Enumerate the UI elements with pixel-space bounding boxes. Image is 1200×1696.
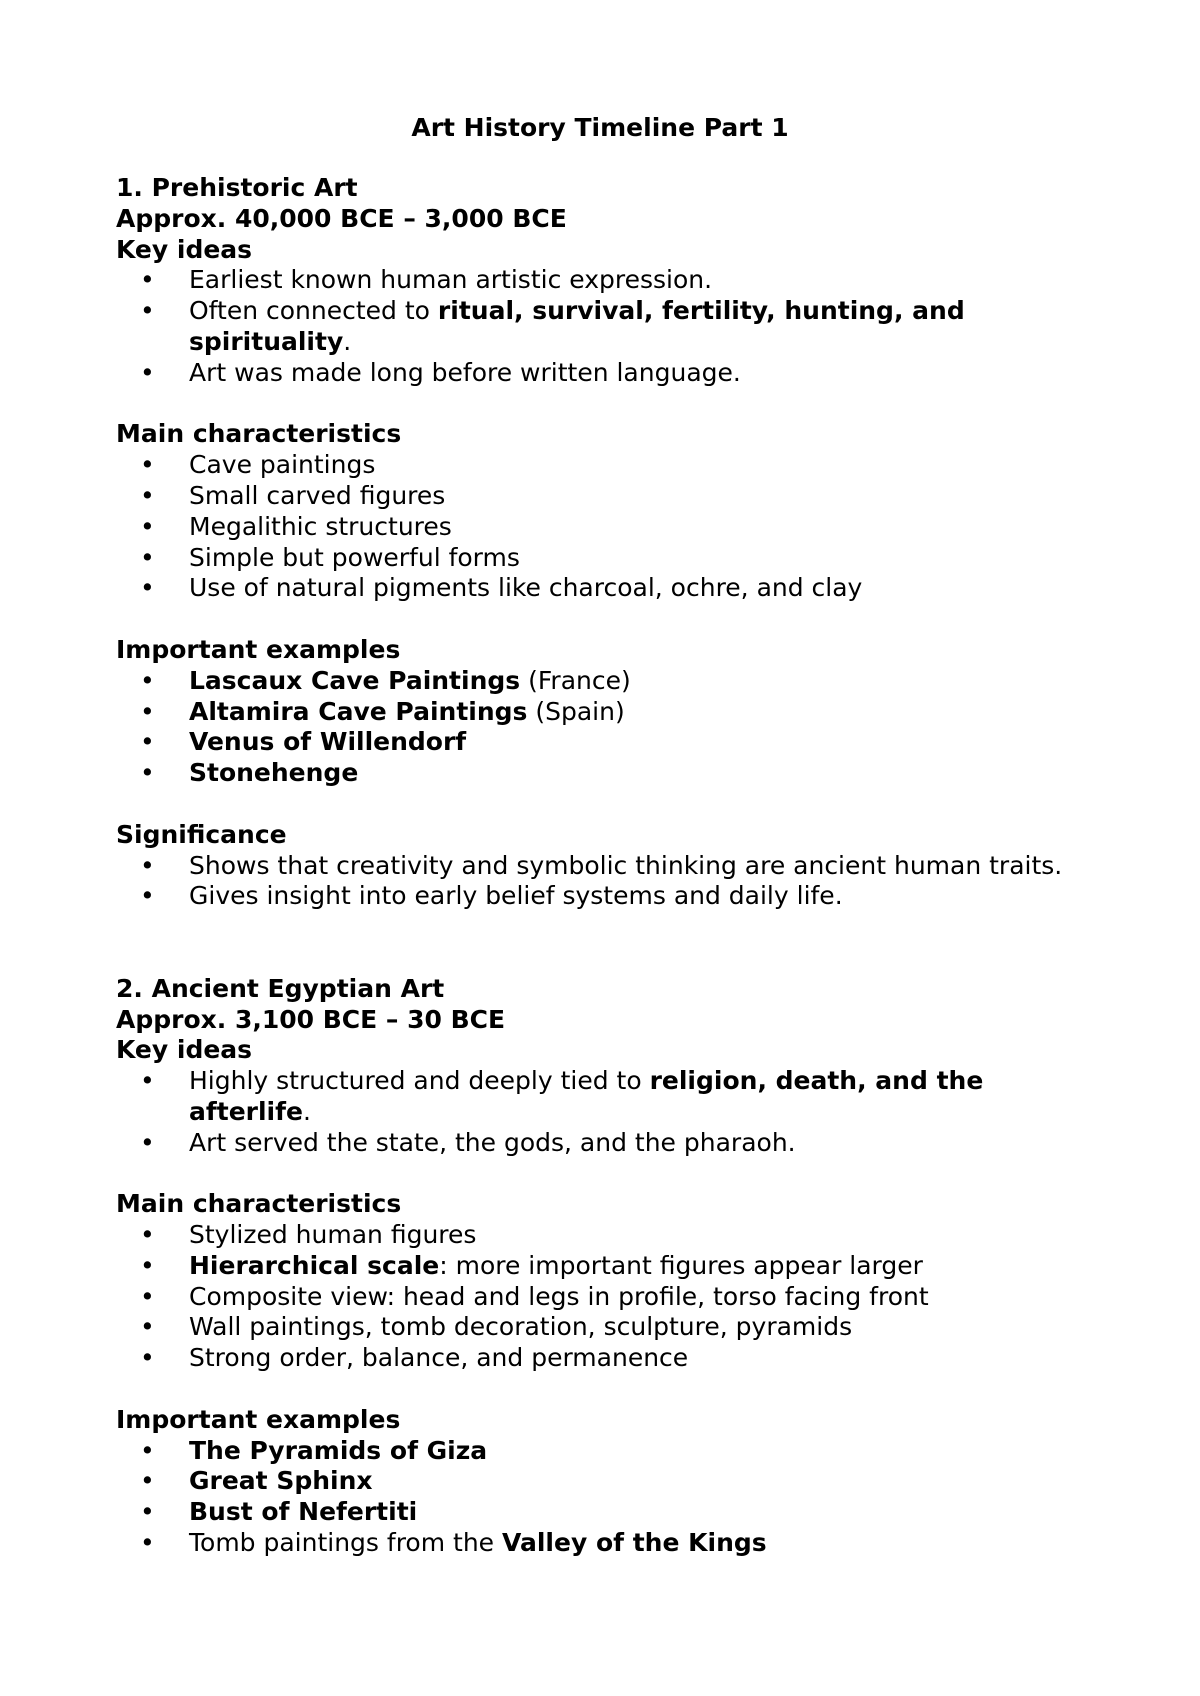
bullet-icon: • [140,480,155,510]
section-heading: 2. Ancient Egyptian Art [116,973,445,1003]
list-item: • Hierarchical scale: more important figures appear larger [140,1250,923,1280]
bullet-icon: • [140,1528,155,1558]
bullet-icon: • [140,696,155,726]
list-item: • Shows that creativity and symbolic thinking are ancient human traits. [140,850,1063,880]
document-title: Art History Timeline Part 1 [411,113,789,142]
bullet-icon: • [140,1343,155,1373]
section-prehistoric-art [116,173,1076,912]
characteristics-list [116,450,1076,604]
bullet-icon: • [140,1281,155,1311]
section-dates: Approx. 40,000 BCE – 3,000 BCE [116,203,567,233]
bullet-icon: • [140,727,155,757]
list-item: • Often connected to ritual, survival, fertility, hunting, and spirituality. [140,296,965,356]
significance-list [116,851,1076,913]
list-item: • Stylized human figures [140,1220,477,1250]
list-item: • Gives insight into early belief systems and daily life. [140,881,843,911]
list-item: • The Pyramids of Giza [140,1435,488,1465]
bullet-icon: • [140,665,155,695]
bullet-icon: • [140,1466,155,1496]
bullet-icon: • [140,1435,155,1465]
list-item: • Cave paintings [140,450,376,480]
list-item: • Venus of Willendorf [140,727,467,757]
examples-list [116,666,1076,789]
bullet-icon: • [140,265,155,295]
list-item: • Stonehenge [140,758,359,788]
bullet-icon: • [140,573,155,603]
list-item: • Simple but powerful forms [140,542,520,572]
list-item: • Lascaux Cave Paintings (France) [140,665,631,695]
key-ideas-list [116,265,1076,388]
list-item: • Strong order, balance, and permanence [140,1343,689,1373]
list-item: • Small carved figures [140,480,446,510]
section-ancient-egyptian-art [116,974,1076,1559]
bullet-icon: • [140,450,155,480]
list-item: • Altamira Cave Paintings (Spain) [140,696,625,726]
characteristics-list [116,1220,1076,1374]
list-item: • Art was made long before written language. [140,357,741,387]
bullet-icon: • [140,1497,155,1527]
bullet-icon: • [140,1127,155,1157]
bullet-icon: • [140,1250,155,1280]
section-dates: Approx. 3,100 BCE – 30 BCE [116,1004,506,1034]
list-item: • Highly structured and deeply tied to religion, death, and the afterlife. [140,1066,984,1126]
list-item: • Great Sphinx [140,1466,373,1496]
bullet-icon: • [140,1312,155,1342]
list-item: • Art served the state, the gods, and the pharaoh. [140,1127,796,1157]
examples-list [116,1436,1076,1559]
bullet-icon: • [140,357,155,387]
section-heading: 1. Prehistoric Art [116,173,358,202]
bullet-icon: • [140,296,155,326]
examples-label: Important examples [116,634,401,664]
list-item: • Megalithic structures [140,511,452,541]
bullet-icon: • [140,511,155,541]
examples-label: Important examples [116,1404,401,1434]
list-item: • Earliest known human artistic expression. [140,265,713,295]
key-ideas-list [116,1066,1076,1158]
characteristics-label: Main characteristics [116,419,402,449]
document-body [116,173,1076,1559]
key-ideas-label: Key ideas [116,1035,253,1065]
bullet-icon: • [140,1220,155,1250]
bullet-icon: • [140,1066,155,1096]
list-item: • Composite view: head and legs in profile, torso facing front [140,1281,929,1311]
bullet-icon: • [140,881,155,911]
key-ideas-label: Key ideas [116,234,253,264]
bullet-icon: • [140,850,155,880]
characteristics-label: Main characteristics [116,1189,402,1219]
list-item: • Bust of Nefertiti [140,1497,418,1527]
bullet-icon: • [140,758,155,788]
list-item: • Use of natural pigments like charcoal, ochre, and clay [140,573,863,603]
list-item: • Wall paintings, tomb decoration, sculpture, pyramids [140,1312,853,1342]
list-item: • Tomb paintings from the Valley of the Kings [140,1528,767,1558]
bullet-icon: • [140,542,155,572]
significance-label: Significance [116,819,287,849]
